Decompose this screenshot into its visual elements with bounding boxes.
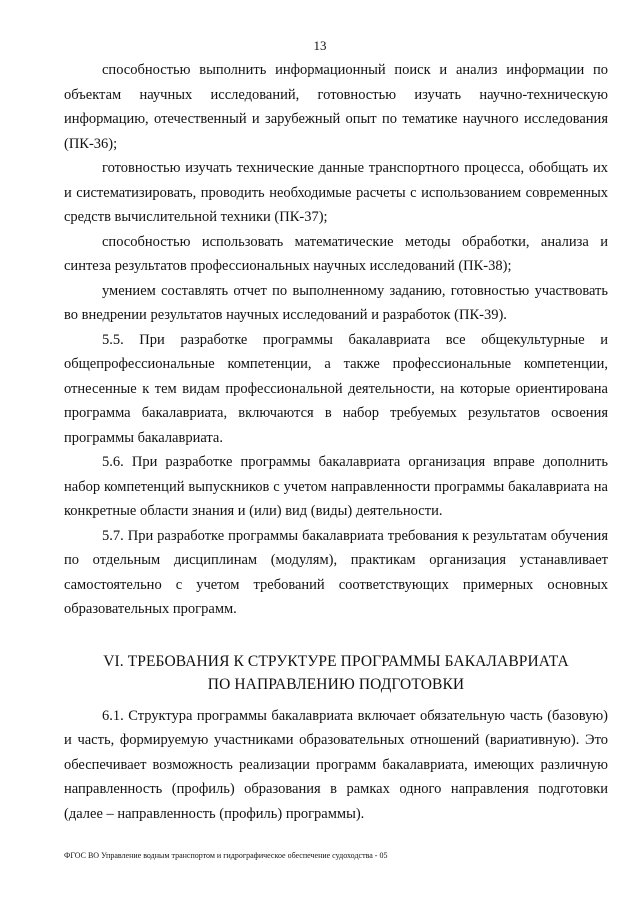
- page-number: 13: [313, 38, 327, 53]
- paragraph-5-5: 5.5. При разработке программы бакалавриата все общекультурные и общепрофессиональные компетенции, а также профессиональные компетенции, отнесенные к тем видам профессиональной деятельности, на которые ориентирована программа бакалавриата, включаются в набор требуемых результатов освоения программы бакалавриата.: [64, 331, 608, 446]
- paragraph-pk38: способностью использовать математические методы обработки, анализа и синтеза результатов профессиональных научных исследований (ПК-38);: [64, 233, 608, 274]
- paragraph-6-1: 6.1. Структура программы бакалавриата включает обязательную часть (базовую) и часть, формируемую участниками образовательных отношений (вариативную). Это обеспечивает возможность реализации программ бакалавриата, имеющих различную направленность (профиль) образования в рамках одного направления подготовки (далее – направленность (профиль) программы).: [64, 707, 608, 822]
- paragraph-pk37: готовностью изучать технические данные транспортного процесса, обобщать их и систематизировать, проводить необходимые расчеты с использованием современных средств вычислительной техники (ПК-37);: [64, 160, 608, 225]
- section-heading-line2: ПО НАПРАВЛЕНИЮ ПОДГОТОВКИ: [207, 675, 465, 693]
- paragraph-5-6: 5.6. При разработке программы бакалавриата организация вправе дополнить набор компетенций выпускников с учетом направленности программы бакалавриата на конкретные области знания и (или) вид (виды) деятельности.: [64, 454, 608, 519]
- footer-note: ФГОС ВО Управление водным транспортом и гидрографическое обеспечение судоходства - 05: [64, 851, 388, 860]
- section-heading-line1: VI. ТРЕБОВАНИЯ К СТРУКТУРЕ ПРОГРАММЫ БАКАЛАВРИАТА: [103, 652, 569, 670]
- paragraph-pk39: умением составлять отчет по выполненному заданию, готовностью участвовать во внедрении результатов научных исследований и разработок (ПК-39).: [64, 282, 608, 323]
- paragraph-5-7: 5.7. При разработке программы бакалавриата требования к результатам обучения по отдельным дисциплинам (модулям), практикам организация устанавливает самостоятельно с учетом требований соответствующих примерных основных образовательных программ.: [64, 527, 608, 617]
- section-heading: [64, 650, 608, 696]
- paragraph-pk36: способностью выполнить информационный поиск и анализ информации по объектам научных исследований, готовностью изучать научно-техническую информацию, отечественный и зарубежный опыт по тематике научного исследования (ПК-36);: [64, 62, 608, 152]
- document-body: [64, 58, 608, 826]
